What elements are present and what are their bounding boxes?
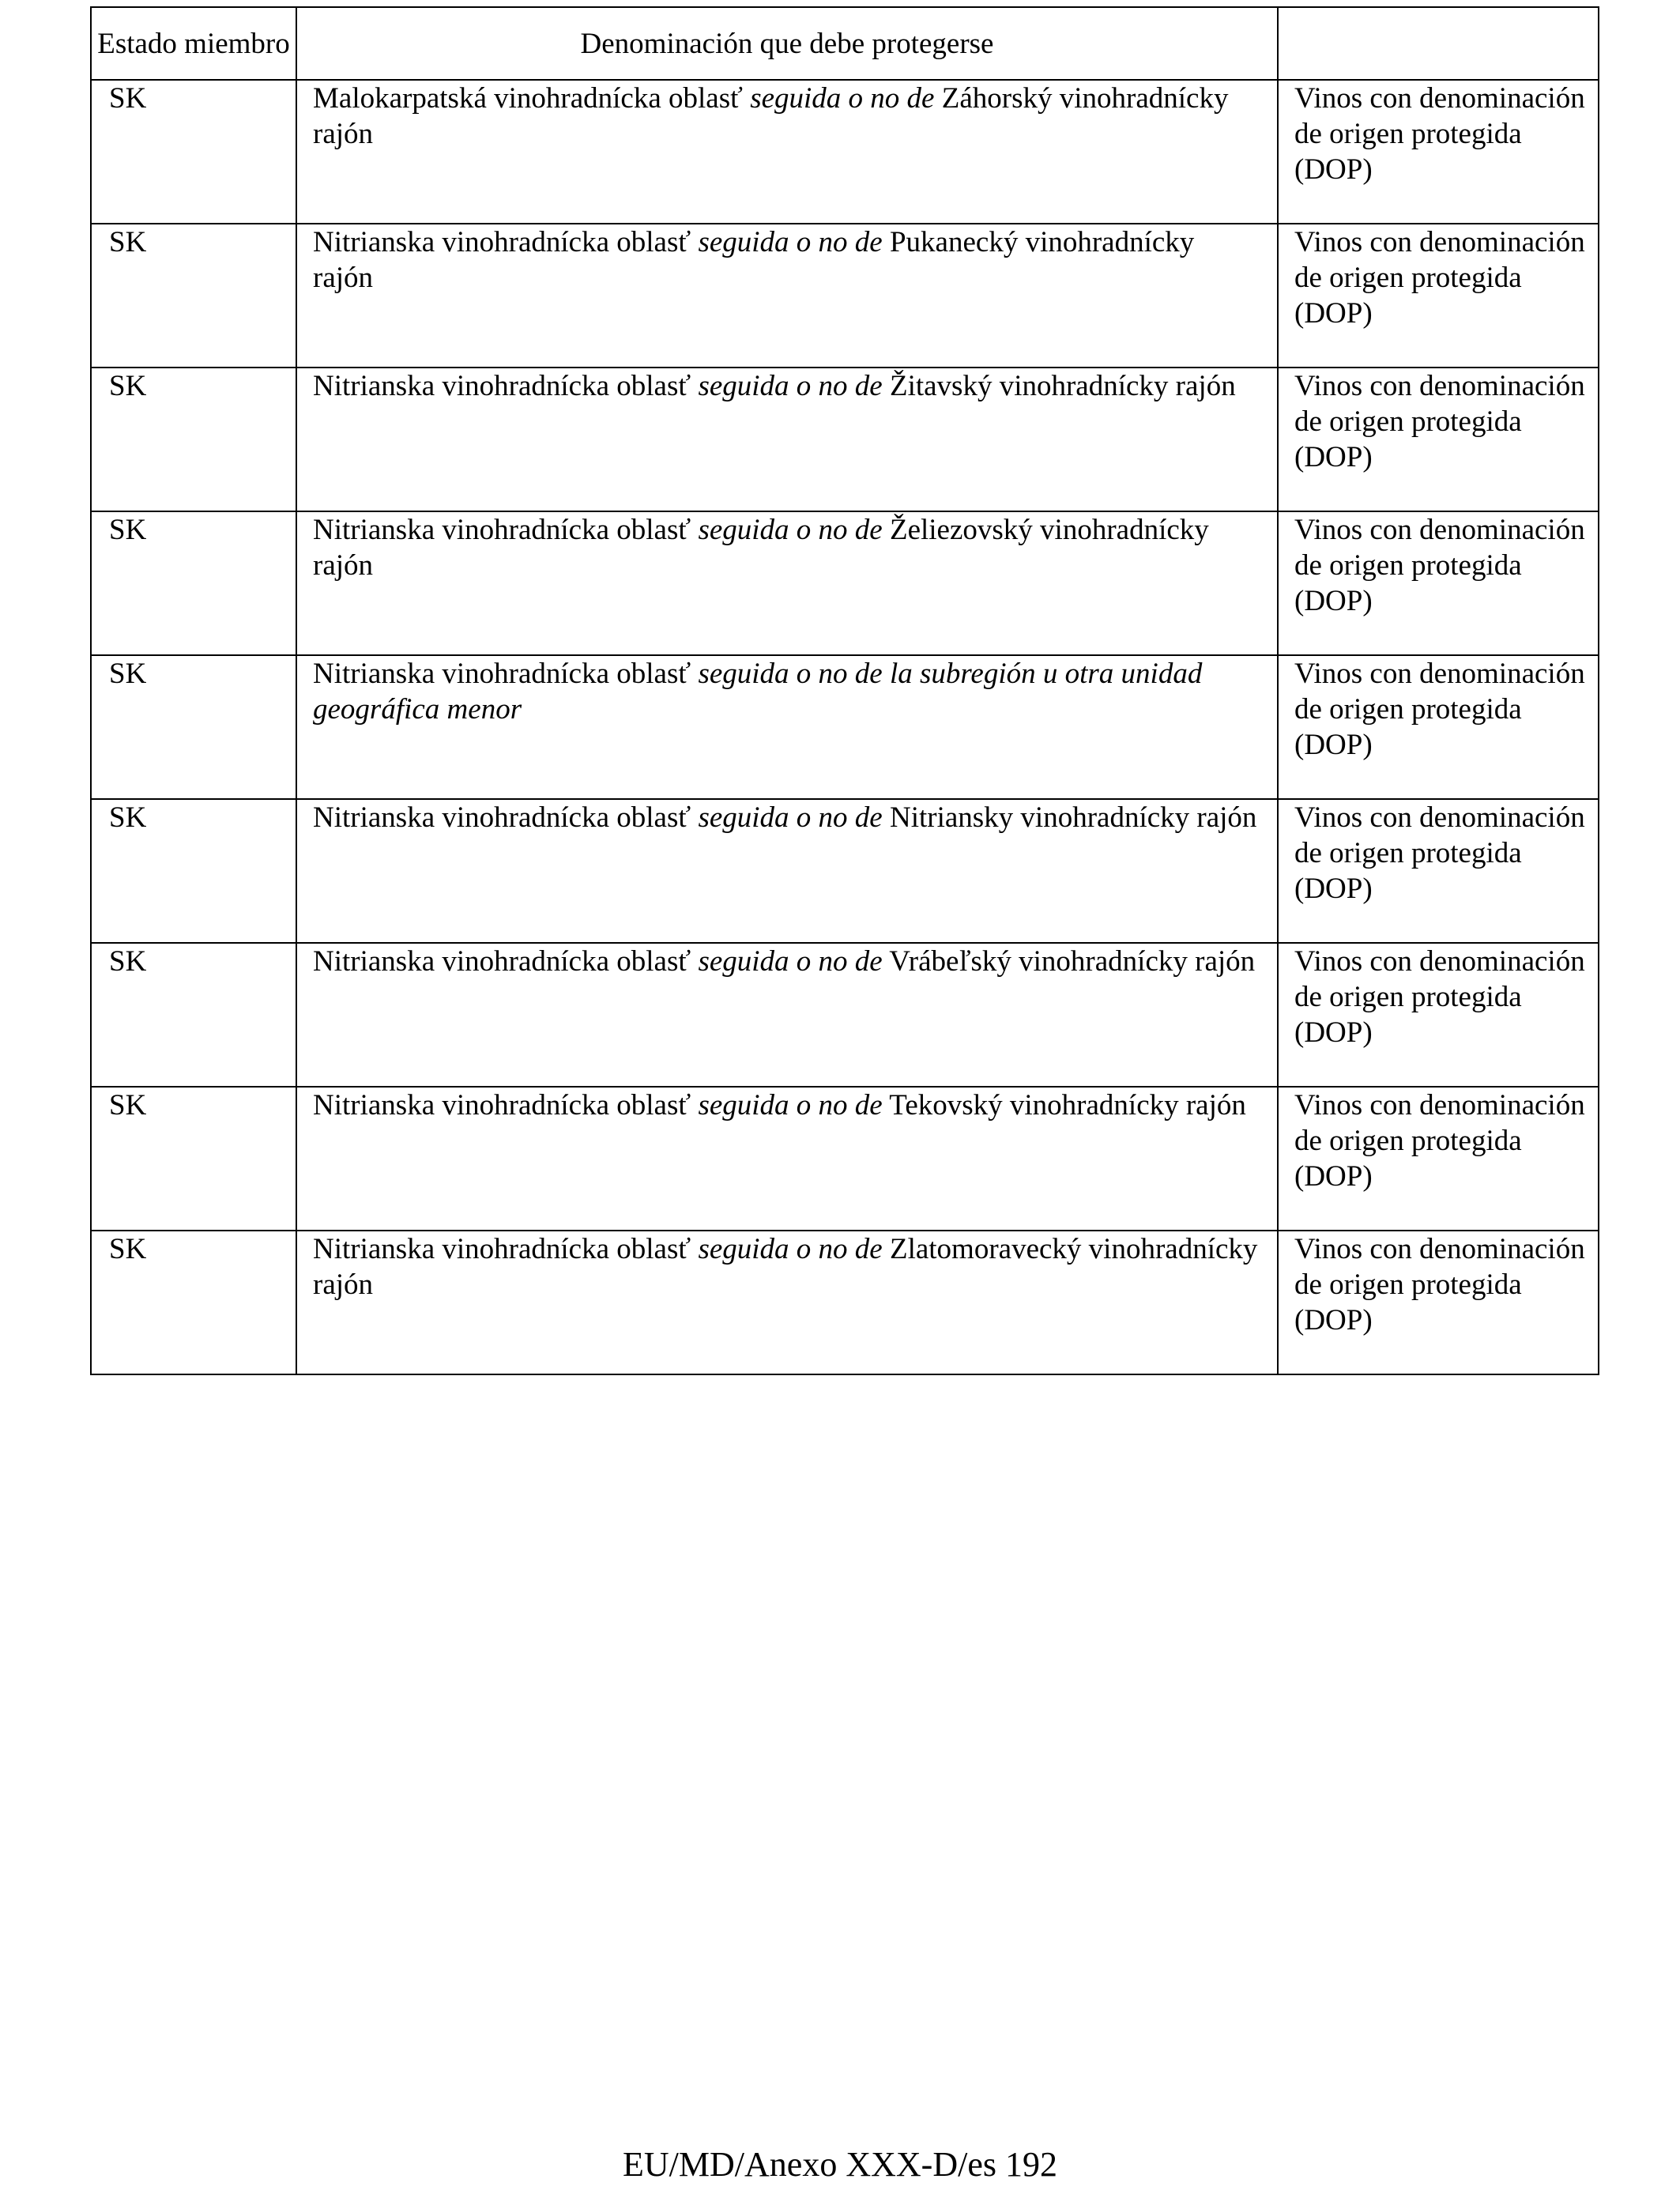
cell-category: Vinos con denominación de origen protegida (DOP): [1278, 799, 1599, 943]
name-text: Nitrianska vinohradnícka oblasť: [313, 1089, 699, 1122]
cell-state: SK: [91, 1087, 296, 1231]
header-state: Estado miembro: [91, 7, 296, 80]
table-row: [91, 511, 1599, 655]
cell-category: Vinos con denominación de origen protegida (DOP): [1278, 224, 1599, 368]
cell-category: Vinos con denominación de origen protegida (DOP): [1278, 943, 1599, 1087]
name-italic-text: seguida o no de: [698, 370, 883, 402]
table-row: [91, 943, 1599, 1087]
name-text: Malokarpatská vinohradnícka oblasť: [313, 82, 751, 115]
name-italic-text: seguida o no de la subregión u otra unidad geográfica menor: [313, 658, 1203, 726]
cell-state: SK: [91, 1231, 296, 1374]
name-italic-text: seguida o no de: [698, 514, 883, 546]
name-text-tail: Pukanecký vinohradnícky rajón: [313, 226, 1195, 294]
cell-category: Vinos con denominación de origen protegida (DOP): [1278, 368, 1599, 511]
cell-name: [296, 368, 1278, 511]
name-text: Nitrianska vinohradnícka oblasť: [313, 1233, 699, 1265]
cell-state: SK: [91, 368, 296, 511]
table-row: [91, 655, 1599, 799]
header-category: [1278, 7, 1599, 80]
name-text-tail: Záhorský vinohradnícky rajón: [313, 82, 1229, 150]
table-row: [91, 1087, 1599, 1231]
cell-state: SK: [91, 655, 296, 799]
cell-name: [296, 80, 1278, 224]
header-name: Denominación que debe protegerse: [296, 7, 1278, 80]
cell-state: SK: [91, 511, 296, 655]
cell-name: [296, 655, 1278, 799]
cell-name: [296, 943, 1278, 1087]
name-text-tail: Tekovský vinohradnícky rajón: [882, 1089, 1246, 1122]
name-text-tail: Nitriansky vinohradnícky rajón: [882, 801, 1257, 834]
table-row: [91, 799, 1599, 943]
cell-category: Vinos con denominación de origen protegida (DOP): [1278, 80, 1599, 224]
name-text: Nitrianska vinohradnícka oblasť: [313, 226, 699, 258]
name-italic-text: seguida o no de: [698, 945, 883, 978]
name-text-tail: Zlatomoravecký vinohradnícky rajón: [313, 1233, 1258, 1301]
cell-category: Vinos con denominación de origen protegida (DOP): [1278, 1231, 1599, 1374]
name-italic-text: seguida o no de: [750, 82, 935, 115]
table-body: [91, 80, 1599, 1374]
name-text: Nitrianska vinohradnícka oblasť: [313, 801, 699, 834]
name-text: Nitrianska vinohradnícka oblasť: [313, 370, 699, 402]
cell-state: SK: [91, 224, 296, 368]
cell-name: [296, 1231, 1278, 1374]
table-row: [91, 1231, 1599, 1374]
cell-state: SK: [91, 799, 296, 943]
name-italic-text: seguida o no de: [698, 1089, 883, 1122]
name-text-tail: Vrábeľský vinohradnícky rajón: [882, 945, 1256, 978]
name-italic-text: seguida o no de: [698, 801, 883, 834]
cell-category: Vinos con denominación de origen protegida (DOP): [1278, 511, 1599, 655]
cell-name: [296, 799, 1278, 943]
header-row: [91, 7, 1599, 80]
cell-state: SK: [91, 80, 296, 224]
table-row: [91, 224, 1599, 368]
cell-name: [296, 224, 1278, 368]
cell-category: Vinos con denominación de origen protegida (DOP): [1278, 1087, 1599, 1231]
cell-name: [296, 1087, 1278, 1231]
cell-category: Vinos con denominación de origen protegida (DOP): [1278, 655, 1599, 799]
name-text: Nitrianska vinohradnícka oblasť: [313, 658, 699, 690]
cell-name: [296, 511, 1278, 655]
page-footer: EU/MD/Anexo XXX-D/es 192: [623, 2145, 1057, 2184]
table-row: [91, 80, 1599, 224]
name-text: Nitrianska vinohradnícka oblasť: [313, 945, 699, 978]
cell-state: SK: [91, 943, 296, 1087]
name-text: Nitrianska vinohradnícka oblasť: [313, 514, 699, 546]
name-text-tail: Želiezovský vinohradnícky rajón: [313, 514, 1209, 582]
protected-names-table: [90, 6, 1599, 1375]
name-text-tail: Žitavský vinohradnícky rajón: [882, 370, 1236, 402]
table-header: [91, 7, 1599, 80]
name-italic-text: seguida o no de: [698, 226, 883, 258]
name-italic-text: seguida o no de: [698, 1233, 883, 1265]
table-row: [91, 368, 1599, 511]
